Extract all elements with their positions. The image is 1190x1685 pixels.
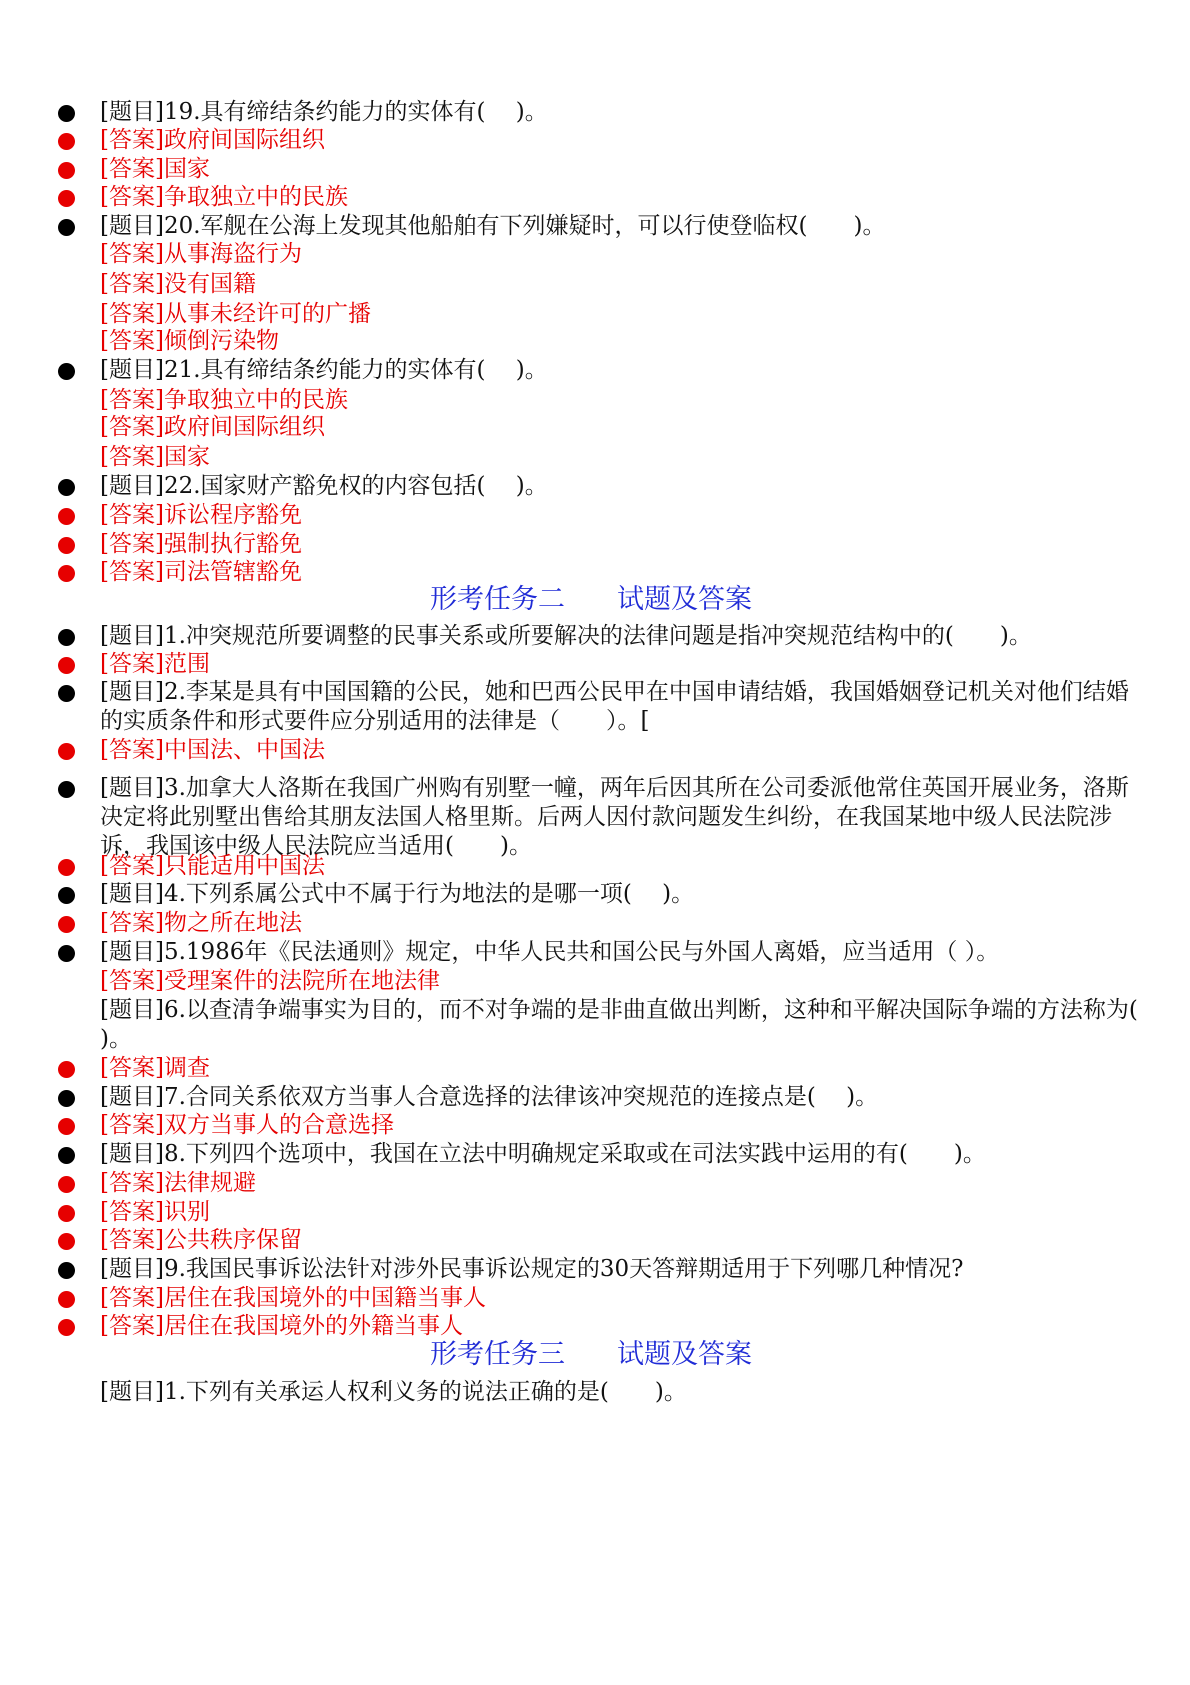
answer-item: [100, 183, 1140, 212]
question-item: [100, 356, 1140, 385]
bullet-icon: [58, 685, 75, 702]
answer-item: [100, 530, 1140, 559]
question-text: [题目]8.下列四个选项中，我国在立法中明确规定采取或在司法实践中运用的有( )。: [100, 1141, 986, 1167]
question-item: [100, 938, 1140, 967]
section-heading: [430, 1338, 752, 1372]
answer-text: [答案]居住在我国境外的中国籍当事人: [100, 1285, 486, 1311]
answer-item: [100, 1198, 1140, 1227]
answer-item: [100, 300, 1140, 329]
answer-item: [100, 1312, 1140, 1341]
answer-text: [答案]法律规避: [100, 1170, 256, 1196]
answer-text: [答案]诉讼程序豁免: [100, 502, 302, 528]
question-text: [题目]22.国家财产豁免权的内容包括( )。: [100, 473, 548, 499]
question-text: [题目]9.我国民事诉讼法针对涉外民事诉讼规定的30天答辩期适用于下列哪几种情况?: [100, 1256, 964, 1282]
bullet-icon: [58, 1176, 75, 1193]
question-text: [题目]1.下列有关承运人权利义务的说法正确的是( )。: [100, 1379, 687, 1405]
question-item: [100, 212, 1140, 241]
bullet-icon: [58, 219, 75, 236]
question-text: [题目]19.具有缔结条约能力的实体有( )。: [100, 99, 548, 125]
bullet-icon: [58, 565, 75, 582]
bullet-icon: [58, 1118, 75, 1135]
answer-item: [100, 270, 1140, 299]
question-item: [100, 1083, 1140, 1112]
answer-text: [答案]公共秩序保留: [100, 1227, 302, 1253]
question-text: [题目]2.李某是具有中国国籍的公民，她和巴西公民甲在中国申请结婚，我国婚姻登记机关对他们结婚的实质条件和形式要件应分别适用的法律是（ ）。[: [100, 679, 1129, 734]
answer-text: [答案]范围: [100, 651, 210, 677]
section-heading-subtitle: 试题及答案: [617, 1339, 752, 1370]
question-text: [题目]5.1986年《民法通则》规定，中华人民共和国公民与外国人离婚，应当适用（ ）。: [100, 939, 1000, 965]
bullet-icon: [58, 859, 75, 876]
question-item: [100, 1140, 1140, 1169]
question-item: [100, 996, 1169, 1054]
answer-item: [100, 909, 1140, 938]
answer-text: [答案]国家: [100, 156, 210, 182]
bullet-icon: [58, 479, 75, 496]
answer-item: [100, 1169, 1140, 1198]
bullet-icon: [58, 508, 75, 525]
answer-text: [答案]强制执行豁免: [100, 531, 302, 557]
bullet-icon: [58, 657, 75, 674]
bullet-icon: [58, 537, 75, 554]
answer-text: [答案]政府间国际组织: [100, 414, 325, 440]
answer-text: [答案]居住在我国境外的外籍当事人: [100, 1313, 463, 1339]
answer-text: [答案]倾倒污染物: [100, 328, 279, 354]
answer-text: [答案]争取独立中的民族: [100, 387, 348, 413]
answer-text: [答案]国家: [100, 444, 210, 470]
answer-text: [答案]从事海盗行为: [100, 241, 302, 267]
question-text: [题目]6.以查清争端事实为目的，而不对争端的是非曲直做出判断，这种和平解决国际争端的方法称为( )。: [100, 997, 1169, 1052]
answer-item: [100, 1111, 1140, 1140]
answer-text: [答案]受理案件的法院所在地法律: [100, 968, 440, 994]
answer-item: [100, 501, 1140, 530]
answer-item: [100, 852, 1140, 881]
question-text: [题目]3.加拿大人洛斯在我国广州购有别墅一幢，两年后因其所在公司委派他常住英国开展业务，洛斯决定将此别墅出售给其朋友法国人格里斯。后两人因付款问题发生纠纷，在我国某地中级人民法院涉诉，我国该中级人民法院应当适用( )。: [100, 775, 1129, 859]
section-heading-subtitle: 试题及答案: [617, 584, 752, 615]
answer-text: [答案]物之所在地法: [100, 910, 302, 936]
answer-item: [100, 386, 1140, 415]
answer-text: [答案]从事未经许可的广播: [100, 301, 371, 327]
bullet-icon: [58, 1319, 75, 1336]
bullet-icon: [58, 105, 75, 122]
question-item: [100, 774, 1140, 861]
answer-text: [答案]争取独立中的民族: [100, 184, 348, 210]
bullet-icon: [58, 133, 75, 150]
answer-text: [答案]中国法、中国法: [100, 737, 325, 763]
answer-item: [100, 1284, 1140, 1313]
answer-text: [答案]没有国籍: [100, 271, 256, 297]
answer-text: [答案]只能适用中国法: [100, 853, 325, 879]
question-item: [100, 1378, 1140, 1407]
question-item: [100, 98, 1140, 127]
section-heading-title: 形考任务二: [430, 584, 565, 615]
answer-text: [答案]司法管辖豁免: [100, 559, 302, 585]
bullet-icon: [58, 1262, 75, 1279]
question-item: [100, 472, 1140, 501]
answer-text: [答案]政府间国际组织: [100, 127, 325, 153]
bullet-icon: [58, 781, 75, 798]
question-item: [100, 880, 1140, 909]
answer-item: [100, 736, 1140, 765]
bullet-icon: [58, 945, 75, 962]
bullet-icon: [58, 916, 75, 933]
section-heading-title: 形考任务三: [430, 1339, 565, 1370]
bullet-icon: [58, 1090, 75, 1107]
answer-item: [100, 1054, 1140, 1083]
answer-item: [100, 126, 1140, 155]
bullet-icon: [58, 1061, 75, 1078]
bullet-icon: [58, 743, 75, 760]
answer-item: [100, 327, 1140, 356]
answer-item: [100, 155, 1140, 184]
answer-text: [答案]调查: [100, 1055, 210, 1081]
bullet-icon: [58, 162, 75, 179]
question-item: [100, 622, 1140, 651]
bullet-icon: [58, 1147, 75, 1164]
answer-item: [100, 1226, 1140, 1255]
answer-item: [100, 413, 1140, 442]
answer-text: [答案]双方当事人的合意选择: [100, 1112, 394, 1138]
bullet-icon: [58, 1233, 75, 1250]
answer-item: [100, 650, 1140, 679]
answer-text: [答案]识别: [100, 1199, 210, 1225]
bullet-icon: [58, 1291, 75, 1308]
bullet-icon: [58, 629, 75, 646]
question-text: [题目]20.军舰在公海上发现其他船舶有下列嫌疑时，可以行使登临权( )。: [100, 213, 886, 239]
question-item: [100, 1255, 1140, 1284]
question-text: [题目]7.合同关系依双方当事人合意选择的法律该冲突规范的连接点是( )。: [100, 1084, 879, 1110]
bullet-icon: [58, 1205, 75, 1222]
bullet-icon: [58, 363, 75, 380]
answer-item: [100, 443, 1140, 472]
question-text: [题目]4.下列系属公式中不属于行为地法的是哪一项( )。: [100, 881, 695, 907]
answer-item: [100, 967, 1140, 996]
question-text: [题目]21.具有缔结条约能力的实体有( )。: [100, 357, 548, 383]
question-item: [100, 678, 1140, 736]
answer-item: [100, 240, 1140, 269]
question-text: [题目]1.冲突规范所要调整的民事关系或所要解决的法律问题是指冲突规范结构中的( )。: [100, 623, 1032, 649]
section-heading: [430, 583, 752, 617]
bullet-icon: [58, 190, 75, 207]
bullet-icon: [58, 887, 75, 904]
